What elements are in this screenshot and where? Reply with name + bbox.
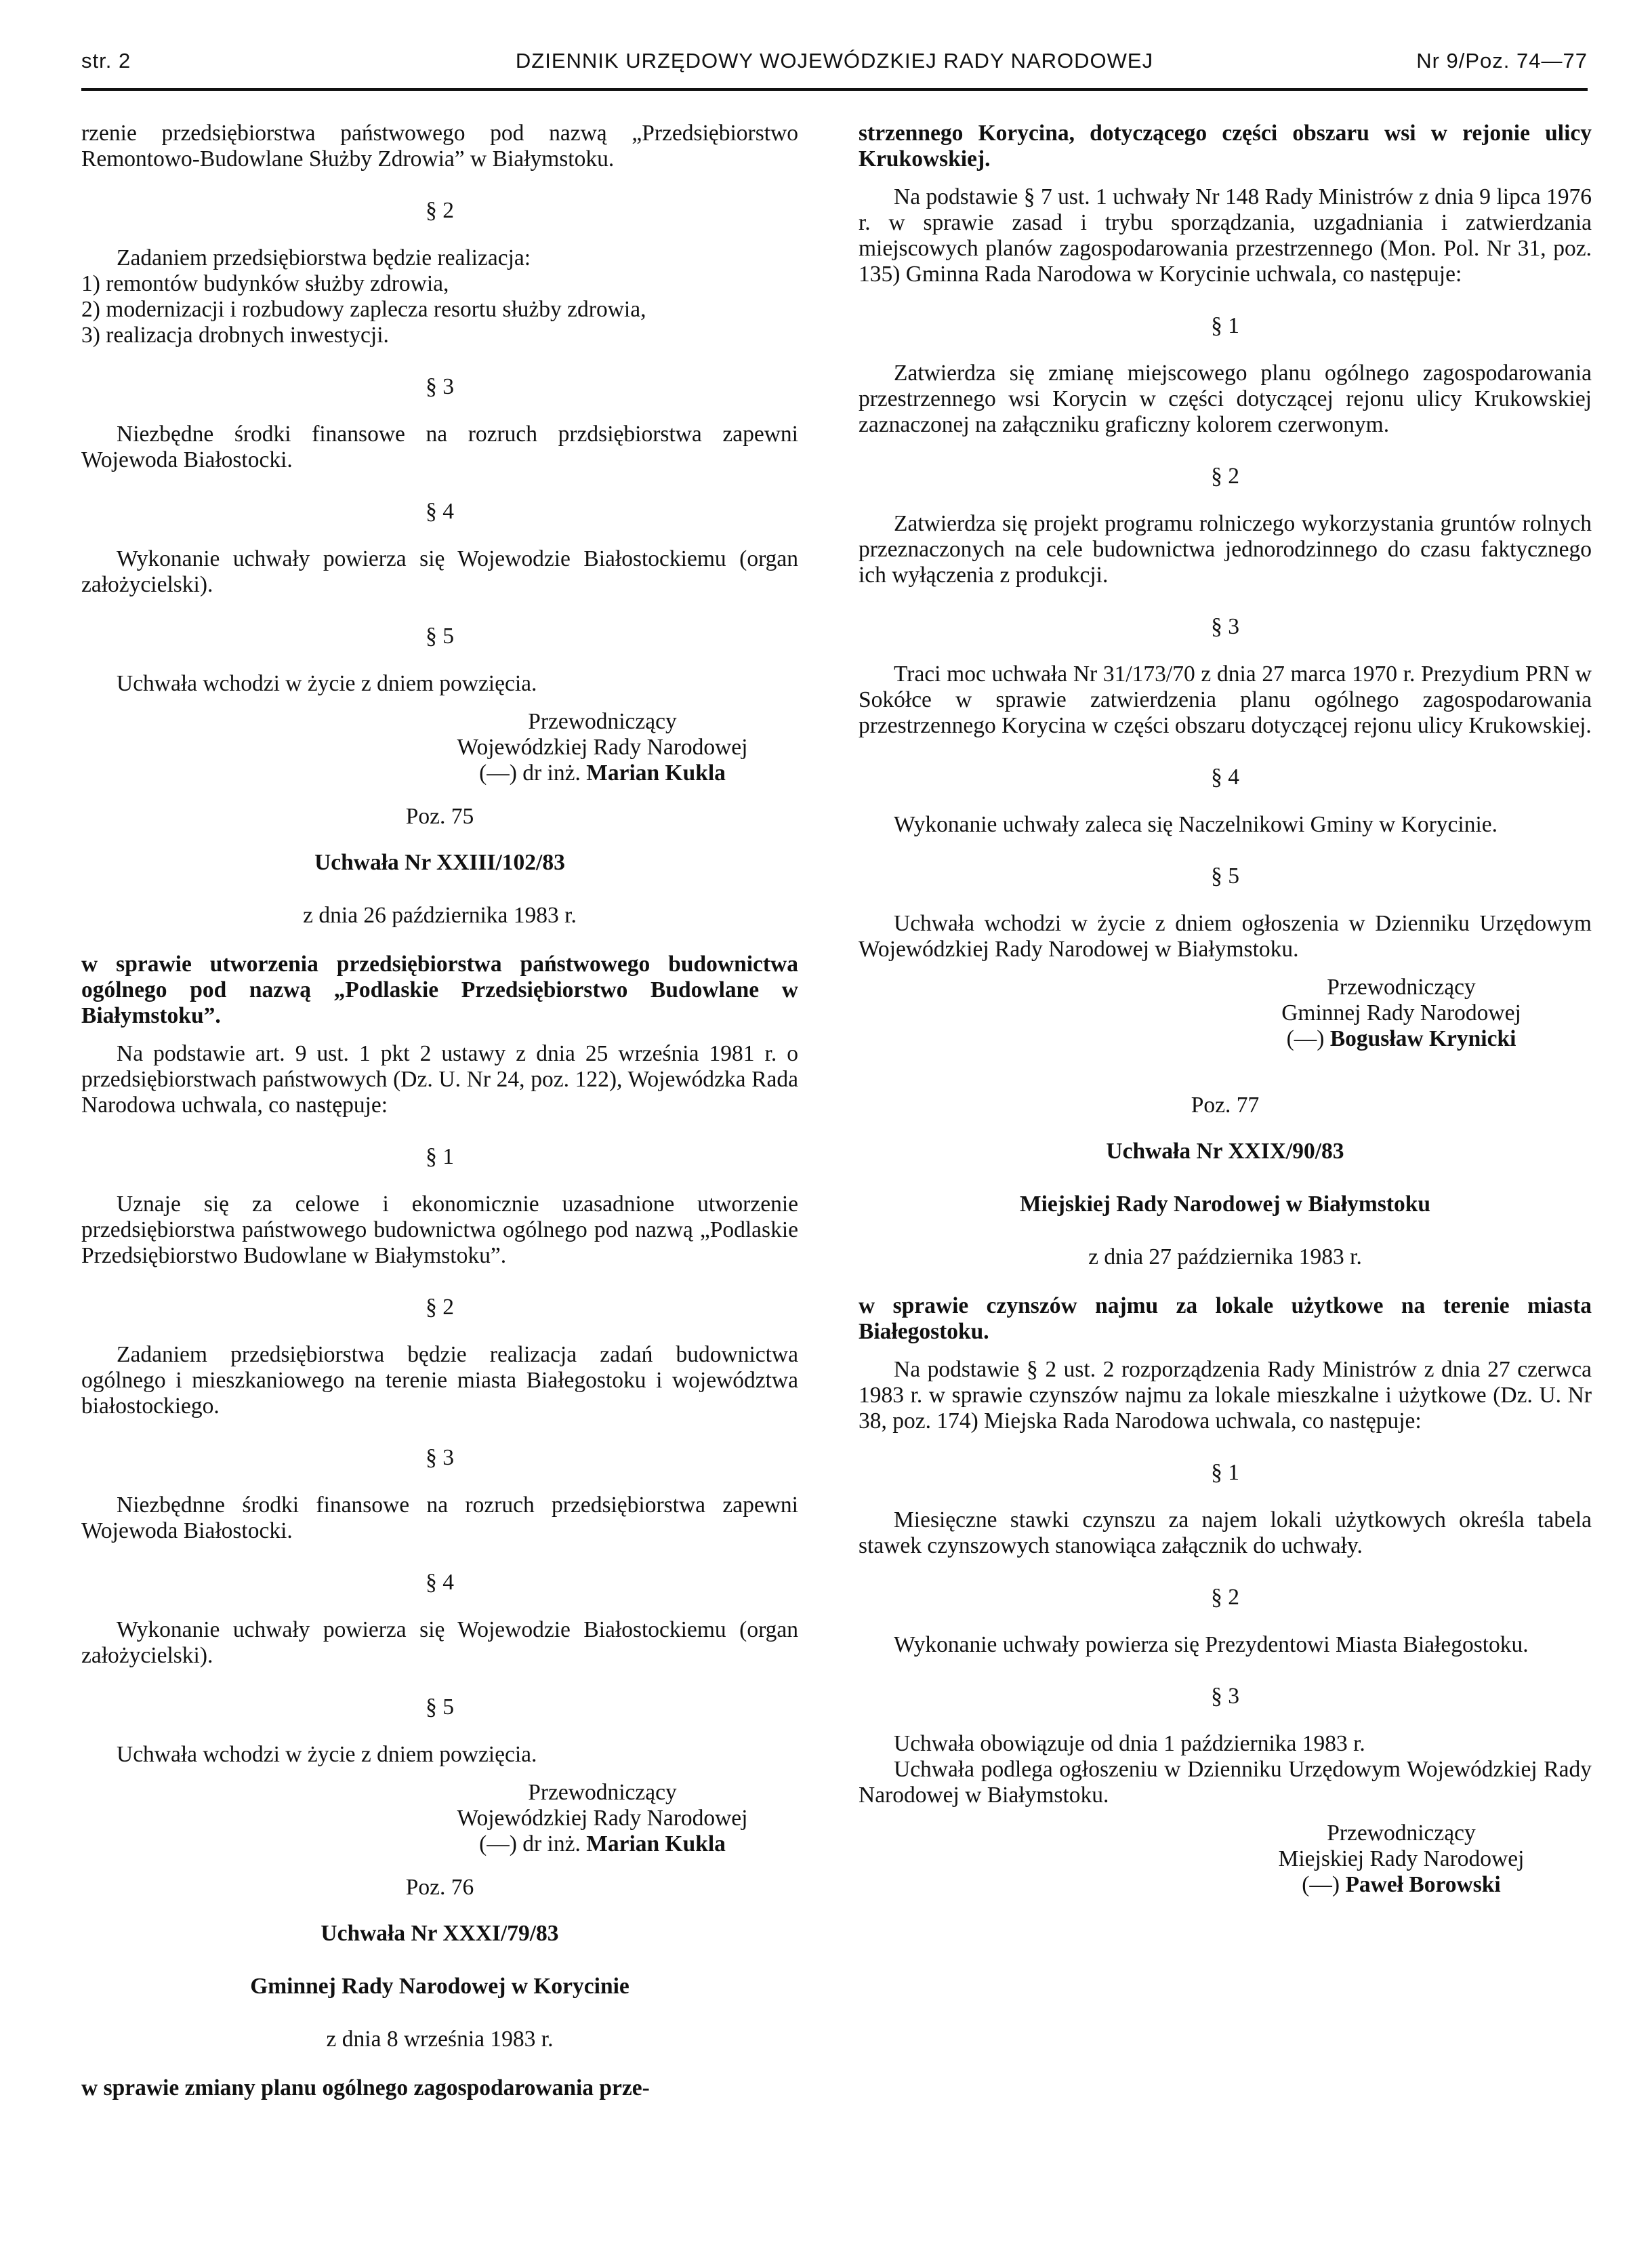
signature-role: Przewodniczący [528,1780,677,1805]
section-text: Wykonanie uchwały powierza się Prezydentowi Miasta Białegostoku. [894,1632,1529,1657]
resolution-subject: w sprawie utworzenia przedsiębiorstwa państwowego budownictwa ogólnego pod nazwą „Podlaskie Przedsiębiorstwo Budowlane w Białymstoku”. [81,952,798,1028]
resolution-subject: strzennego Korycina, dotyczącego części obszaru wsi w rejonie ulicy Krukowskiej. [859,121,1592,171]
section-heading: § 1 [1211,313,1239,338]
task-list [81,271,798,348]
section-heading: § 4 [426,499,454,524]
resolution-date: z dnia 26 października 1983 r. [303,903,577,928]
legal-basis: Na podstawie § 2 ust. 2 rozporządzenia Rady Ministrów z dnia 27 czerwca 1983 r. w sprawie czynszów najmu za lokale mieszkalne i użytkowe (Dz. U. Nr 38, poz. 174) Miejska Rada Narodowa uchwala, co następuje: [859,1357,1592,1434]
signature-name: Bogusław Krynicki [1329,1026,1516,1051]
section-heading: § 3 [1211,614,1239,639]
section-text: Zadaniem przedsiębiorstwa będzie realizacja zadań budownictwa ogólnego i mieszkaniowego na terenie miasta Białegostoku i województwa białostockiego. [81,1342,798,1419]
section-heading: § 2 [1211,464,1239,489]
section-heading: § 1 [426,1144,454,1169]
page-header [81,49,1588,89]
section-heading: § 3 [1211,1684,1239,1709]
list-item: 2) modernizacji i rozbudowy zaplecza resortu służby zdrowia, [81,297,646,322]
section-heading: § 5 [426,624,454,649]
signature-prefix: (—) [1286,1026,1325,1051]
section-text: Wykonanie uchwały powierza się Wojewodzie Białostockiemu (organ założycielski). [81,546,798,597]
resolution-subject: w sprawie zmiany planu ogólnego zagospodarowania prze- [81,2075,650,2100]
signature-prefix: (—) [1302,1872,1340,1897]
signature-block [407,1780,798,1857]
section-heading: § 5 [1211,864,1239,889]
resolution-body: Gminnej Rady Narodowej w Korycinie [250,1974,629,1999]
list-item: 1) remontów budynków służby zdrowia, [81,271,449,296]
journal-title: DZIENNIK URZĘDOWY WOJEWÓDZKIEJ RADY NARODOWEJ [515,49,1154,73]
section-text: Uchwała wchodzi w życie z dniem ogłoszenia w Dzienniku Urzędowym Wojewódzkiej Rady Narodowej w Białymstoku. [859,911,1592,962]
section-text: Uchwała obowiązuje od dnia 1 października 1983 r. [894,1731,1365,1756]
section-text: Zadaniem przedsiębiorstwa będzie realizacja: [117,245,531,270]
section-heading: § 2 [426,1295,454,1320]
resolution-title: Uchwała Nr XXIII/102/83 [314,850,565,875]
header-rule [81,88,1588,91]
signature-name: Marian Kukla [586,760,726,786]
position-number: Poz. 75 [405,804,474,829]
list-item: 3) realizacja drobnych inwestycji. [81,323,389,348]
resolution-subject: w sprawie czynszów najmu za lokale użytkowe na terenie miasta Białegostoku. [859,1293,1592,1344]
right-column [859,121,1592,1898]
legal-basis: Na podstawie § 7 ust. 1 uchwały Nr 148 Rady Ministrów z dnia 9 lipca 1976 r. w sprawie zasad i trybu sporządzania, uzgadniania i zatwierdzania miejscowych planów zagospodarowania przestrzennego (Mon. Pol. Nr 31, poz. 135) Gminna Rada Narodowa w Korycinie uchwala, co następuje: [859,184,1592,287]
legal-basis: Na podstawie art. 9 ust. 1 pkt 2 ustawy z dnia 25 września 1981 r. o przedsiębiorstwach państwowych (Dz. U. Nr 24, poz. 122), Wojewódzka Rada Narodowa uchwala, co następuje: [81,1041,798,1118]
page-number: str. 2 [81,49,131,73]
section-text: Wykonanie uchwały zaleca się Naczelnikowi Gminy w Korycinie. [894,812,1498,837]
section-heading: § 4 [1211,765,1239,790]
position-number: Poz. 76 [405,1875,474,1900]
section-text: Niezbędne środki finansowe na rozruch przdsiębiorstwa zapewni Wojewoda Białostocki. [81,422,798,472]
signature-body: Wojewódzkiej Rady Narodowej [457,735,748,760]
section-text: Uchwała wchodzi w życie z dniem powzięcia. [117,1742,537,1767]
signature-block [1211,1821,1592,1898]
continued-text: rzenie przedsiębiorstwa państwowego pod nazwą „Przedsiębiorstwo Remontowo-Budowlane Służby Zdrowia” w Białymstoku. [81,121,798,171]
issue-reference: Nr 9/Poz. 74—77 [1416,49,1588,73]
section-heading: § 5 [426,1694,454,1720]
section-heading: § 2 [426,198,454,223]
section-text: Zatwierdza się projekt programu rolniczego wykorzystania gruntów rolnych przeznaczonych na cele budownictwa jednorodzinnego do czasu faktycznego ich wyłączenia z produkcji. [859,511,1592,588]
signature-body: Gminnej Rady Narodowej [1281,1000,1521,1025]
section-text: Uchwała podlega ogłoszeniu w Dzienniku Urzędowym Wojewódzkiej Rady Narodowej w Białymstoku. [859,1757,1592,1808]
signature-prefix: (—) dr inż. [479,1831,581,1856]
signature-body: Miejskiej Rady Narodowej [1278,1846,1525,1871]
signature-name: Paweł Borowski [1345,1872,1501,1897]
section-text: Traci moc uchwała Nr 31/173/70 z dnia 27 marca 1970 r. Prezydium PRN w Sokółce w sprawie zatwierdzenia planu ogólnego zagospodarowania przestrzennego Korycina w części obszaru dotyczącej rejonu ulicy Krukowskiej. [859,662,1592,738]
section-text: Wykonanie uchwały powierza się Wojewodzie Białostockiemu (organ założycielski). [81,1617,798,1668]
section-heading: § 3 [426,374,454,399]
signature-role: Przewodniczący [528,709,677,734]
signature-role: Przewodniczący [1327,975,1476,1000]
signature-body: Wojewódzkiej Rady Narodowej [457,1806,748,1831]
signature-name: Marian Kukla [586,1831,726,1856]
position-number: Poz. 77 [1191,1093,1260,1118]
section-text: Niezbędnne środki finansowe na rozruch przedsiębiorstwa zapewni Wojewoda Białostocki. [81,1492,798,1543]
section-heading: § 3 [426,1445,454,1470]
section-heading: § 4 [426,1570,454,1595]
section-text: Miesięczne stawki czynszu za najem lokali użytkowych określa tabela stawek czynszowych stanowiąca załącznik do uchwały. [859,1507,1592,1558]
resolution-date: z dnia 8 września 1983 r. [326,2027,554,2052]
resolution-date: z dnia 27 października 1983 r. [1088,1244,1362,1269]
resolution-title: Uchwała Nr XXXI/79/83 [321,1921,559,1946]
section-text: Uznaje się za celowe i ekonomicznie uzasadnione utworzenie przedsiębiorstwa państwowego budownictwa ogólnego pod nazwą „Podlaskie Przedsiębiorstwo Budowlane w Białymstoku”. [81,1192,798,1268]
section-heading: § 2 [1211,1585,1239,1610]
left-column [81,121,798,2101]
resolution-title: Uchwała Nr XXIX/90/83 [1106,1139,1344,1164]
section-text: Zatwierdza się zmianę miejscowego planu ogólnego zagospodarowania przestrzennego wsi Korycin w części dotyczącej rejonu ulicy Krukowskiej zaznaczonej na załączniku graficzny kolorem czerwonym. [859,361,1592,437]
signature-block [407,709,798,786]
section-heading: § 1 [1211,1460,1239,1485]
section-text: Uchwała wchodzi w życie z dniem powzięcia. [117,671,537,696]
signature-block [1211,975,1592,1052]
resolution-body: Miejskiej Rady Narodowej w Białymstoku [1019,1192,1431,1217]
signature-role: Przewodniczący [1327,1821,1476,1846]
signature-prefix: (—) dr inż. [479,760,581,786]
